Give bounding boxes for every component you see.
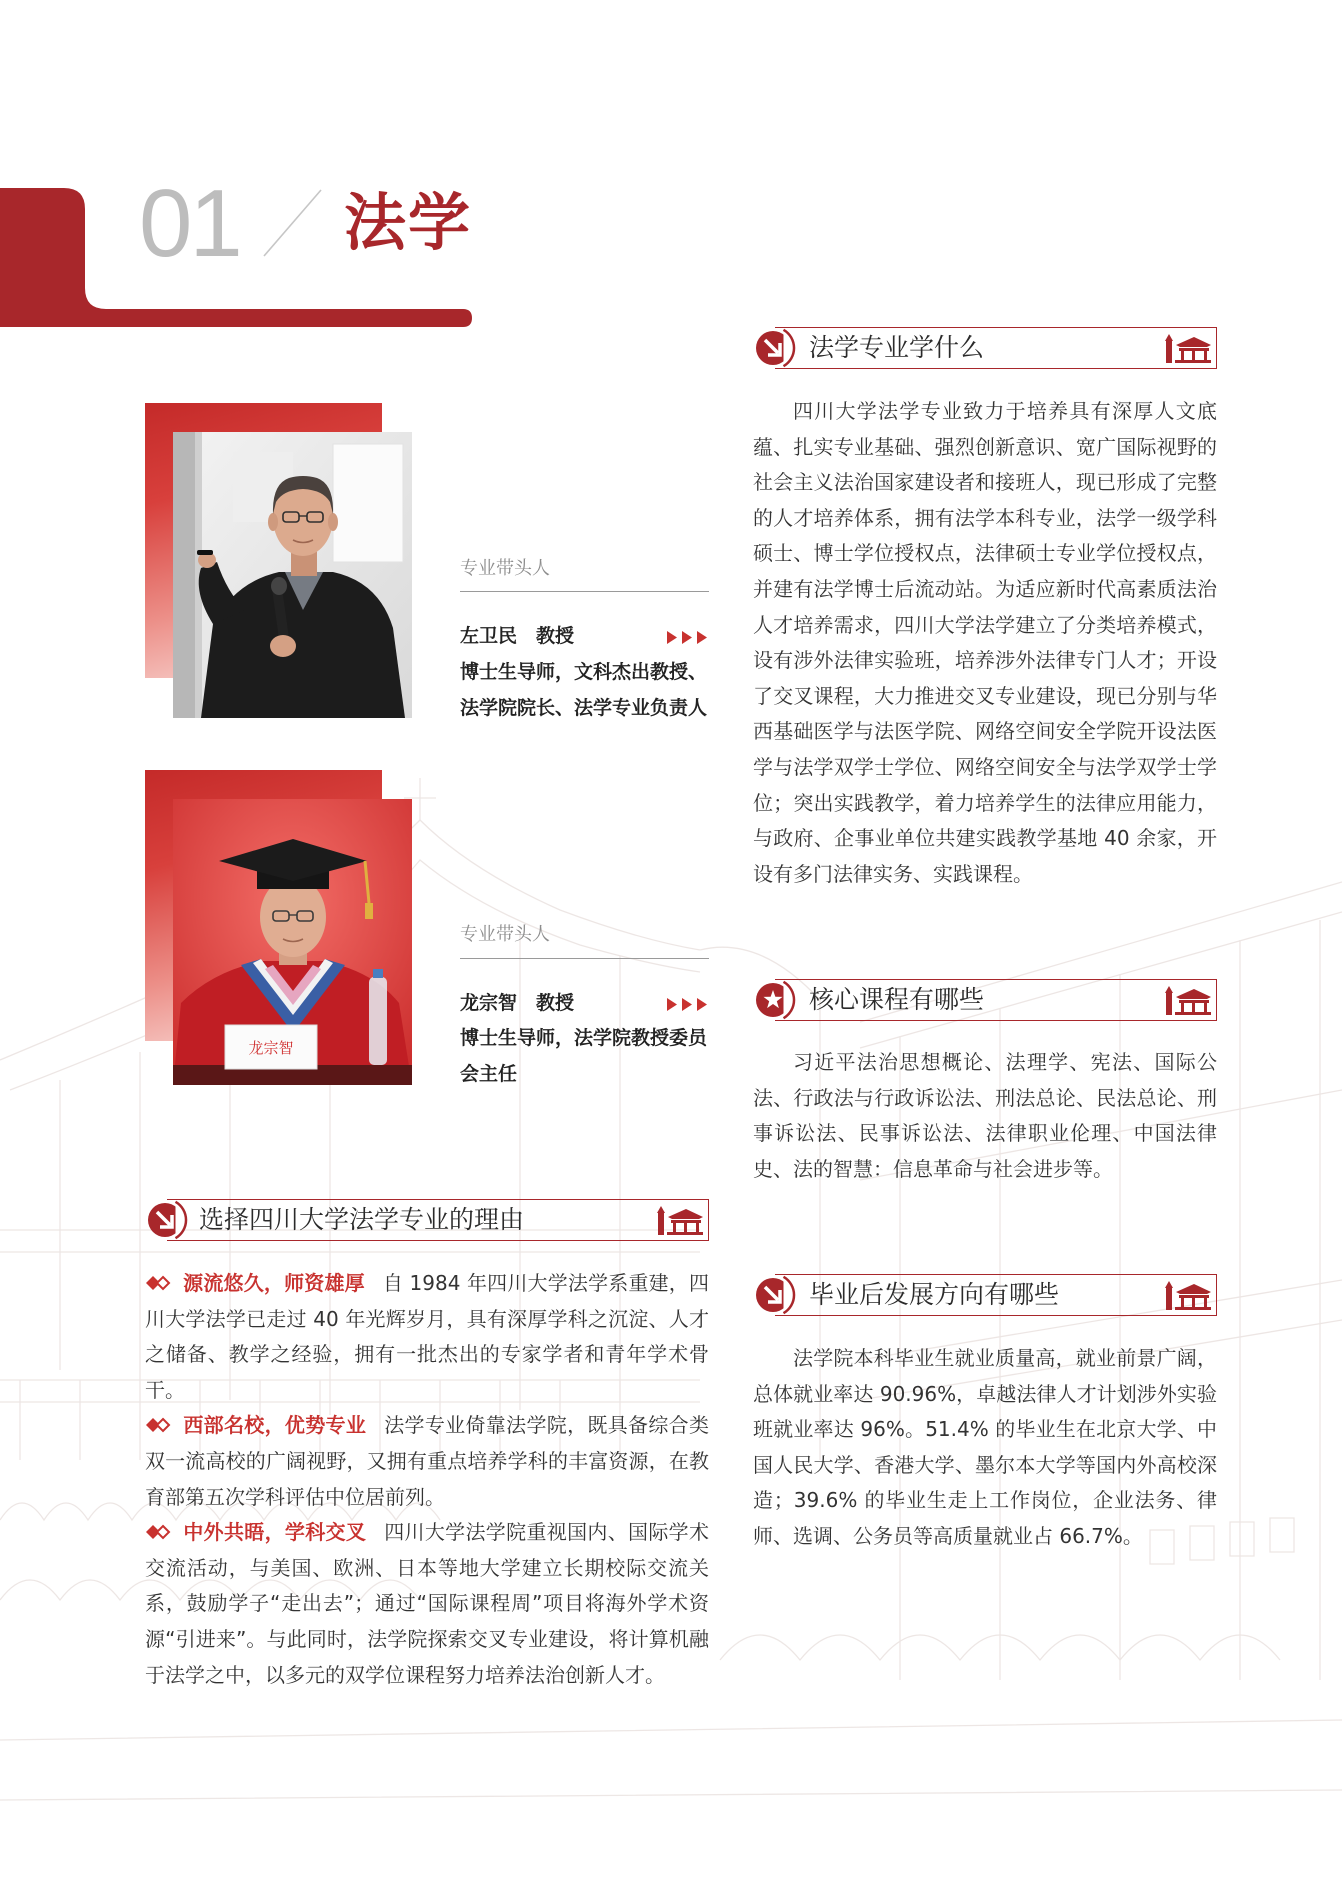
campus-building-icon [1163,333,1211,363]
reason-text: 法学专业倚靠法学院，既具备综合类双一流高校的广阔视野，又拥有重点培养学科的丰富资源，在教育部第五次学科评估中位居前列。 [145,1413,710,1509]
leader-label: 专业带头人 [460,558,550,579]
campus-building-icon [655,1205,703,1235]
chapter-divider-slash [260,186,330,260]
chapter-title: 法学 [344,186,473,259]
list-item [145,1266,709,1408]
reason-text: 自 1984 年四川大学法学系重建，四川大学法学已走过 40 年光辉岁月，具有深厚学科之沉淀、人才之储备、教学之经验，拥有一批杰出的专家学者和青年学术骨干。 [145,1271,709,1402]
triple-arrow-icon [667,631,709,644]
campus-building-icon [1163,985,1211,1015]
reason-lead: 西部名校，优势专业 [183,1413,367,1438]
reason-text: 四川大学法学院重视国内、国际学术交流活动，与美国、欧洲、日本等地大学建立长期校际交流关系，鼓励学子“走出去”；通过“国际课程周”项目将海外学术资源“引进来”。与此同时，法学院探索交叉专业建设，将计算机融于法学之中，以多元的双学位课程努力培养法治创新人才。 [145,1520,710,1687]
reason-lead: 中外共晤，学科交叉 [183,1520,367,1545]
reason-lead: 源流悠久，师资雄厚 [183,1271,365,1295]
section-header-what [753,327,1217,369]
arrow-badge-icon [145,1200,191,1240]
name-placard [225,1025,317,1069]
leader-photo [173,799,412,1085]
section-title: 选择四川大学法学专业的理由 [199,1205,525,1234]
leader-photo [173,432,412,718]
leader-name [460,619,574,655]
leader-description: 博士生导师，法学院教授委员会主任 [460,1027,708,1085]
leader-rank: 教授 [536,625,575,647]
placard-text: 龙宗智 [248,1039,294,1057]
leader-name-text: 左卫民 [460,625,518,647]
list-item [145,1408,709,1515]
water-bottle [369,969,387,1065]
section-header-reasons [145,1199,709,1241]
arrow-badge-icon [753,1275,799,1315]
double-diamond-icon [145,1524,177,1540]
leader-rank: 教授 [536,992,575,1014]
campus-building-icon [1163,1280,1211,1310]
leader-rule [460,958,709,959]
section-body-career: 法学院本科毕业生就业质量高，就业前景广阔，总体就业率达 90.96%，卓越法律人才计划涉外实验班就业率达 96%。51.4% 的毕业生在北京大学、中国人民大学、香港大学、墨尔本大学等国内外高校深造；39.6% 的毕业生走上工作岗位，企业法务、律师、选调、公务员等高质量就业占 66.7%。 [753,1346,1217,1548]
reasons-list [145,1266,709,1693]
leader-rule [460,591,709,592]
double-diamond-icon [145,1275,177,1291]
leader-name-text: 龙宗智 [460,992,518,1014]
chapter-number: 01 [139,170,240,277]
arrow-badge-icon [753,328,799,368]
leader-name [460,986,574,1022]
section-header-career [753,1274,1217,1316]
section-title: 法学专业学什么 [809,333,985,362]
leader-label: 专业带头人 [460,924,550,945]
section-header-courses [753,979,1217,1021]
double-diamond-icon [145,1417,177,1433]
section-body-courses: 习近平法治思想概论、法理学、宪法、国际公法、行政法与行政诉讼法、刑法总论、民法总论、刑事诉讼法、民事诉讼法、法律职业伦理、中国法律史、法的智慧：信息革命与社会进步等。 [753,1050,1217,1181]
leader-description: 博士生导师，文科杰出教授、法学院院长、法学专业负责人 [460,661,708,719]
section-body-what: 四川大学法学专业致力于培养具有深厚人文底蕴、扎实专业基础、强烈创新意识、宽广国际视野的社会主义法治国家建设者和接班人，现已形成了完整的人才培养体系，拥有法学本科专业，法学一级学科硕士、博士学位授权点，法律硕士专业学位授权点，并建有法学博士后流动站。为适应新时代高素质法治人才培养需求，四川大学法学建立了分类培养模式，设有涉外法律实验班，培养涉外法律专门人才；开设了交叉课程，大力推进交叉专业建设，现已分别与华西基础医学与法医学院、网络空间安全学院开设法医学与法学双学士学位、网络空间安全与法学双学士学位；突出实践教学，着力培养学生的法律应用能力，与政府、企事业单位共建实践教学基地 40 余家，开设有多门法律实务、实践课程。 [753,399,1217,886]
section-title: 毕业后发展方向有哪些 [809,1280,1060,1309]
triple-arrow-icon [667,998,709,1011]
list-item [145,1515,709,1693]
section-title: 核心课程有哪些 [809,985,985,1014]
star-badge-icon [753,980,799,1020]
